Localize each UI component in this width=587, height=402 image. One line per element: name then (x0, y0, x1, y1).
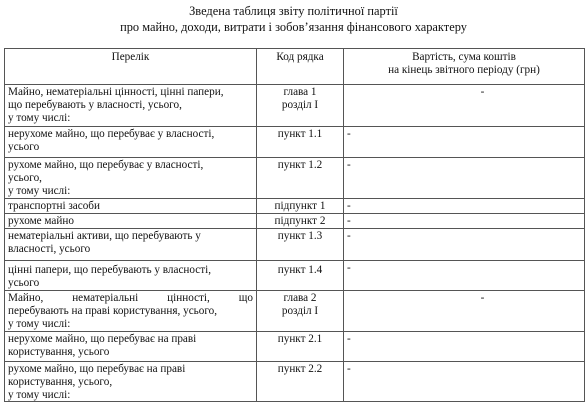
table-row (5, 361, 585, 402)
row-name-line: нерухоме майно, що перебуває у власності, (8, 128, 215, 140)
column-header-name: Перелік (5, 49, 257, 85)
row-code-line: глава 2 (283, 291, 317, 304)
table-row (5, 158, 585, 199)
column-header-value-line-1: Вартість, сума коштів (412, 51, 516, 63)
row-code-cell (257, 85, 344, 127)
row-code-line: підпункт 2 (274, 214, 326, 227)
table-row (5, 127, 585, 158)
table-row (5, 213, 585, 228)
table-header-row (5, 49, 585, 85)
row-name-word: що (238, 291, 253, 304)
row-code-cell (257, 228, 344, 260)
table-row (5, 290, 585, 331)
row-value-cell: - (344, 127, 585, 158)
row-value-cell: - (344, 213, 585, 228)
row-code-cell (257, 198, 344, 213)
row-value-cell: - (344, 85, 585, 127)
row-name-line: у тому числі: (8, 184, 71, 197)
row-name-cell (5, 198, 257, 213)
row-name-line: рухоме майно (8, 214, 74, 227)
row-name-cell (5, 213, 257, 228)
row-name-line: усього (8, 140, 40, 153)
title-line-1: Зведена таблиця звіту політичної партії (189, 4, 398, 18)
row-value-cell: - (344, 361, 585, 402)
row-name-cell (5, 158, 257, 199)
row-code-cell (257, 361, 344, 402)
row-name-line: перебувають на праві користування, усього, (8, 304, 218, 317)
row-name-word: Майно, (8, 291, 44, 304)
row-code-cell (257, 331, 344, 361)
row-name-cell (5, 85, 257, 127)
table-row (5, 331, 585, 361)
row-code-cell (257, 290, 344, 331)
row-name-line: усього, (8, 171, 42, 184)
row-code-line: розділ I (281, 98, 319, 111)
title-line-2: про майно, доходи, витрати і зобов’язання фінансового характеру (120, 20, 467, 34)
row-name-line: у тому числі: (8, 317, 71, 330)
row-name-line: власності, усього (8, 242, 91, 255)
row-code-line: підпункт 1 (274, 199, 326, 212)
row-name-line: рухоме майно, що перебуває на праві (8, 362, 186, 375)
row-name-line: цінні папери, що перебувають у власності, (8, 263, 212, 276)
row-code-line: пункт 2.1 (277, 332, 323, 345)
row-name-line: користування, усього, (8, 375, 113, 388)
row-name-line-justified (8, 292, 253, 305)
row-code-line: глава 1 (283, 86, 317, 98)
row-name-cell (5, 228, 257, 260)
row-value-cell: - (344, 290, 585, 331)
column-header-value-line-2: на кінець звітного періоду (грн) (388, 63, 540, 76)
table-row (5, 85, 585, 127)
row-name-cell (5, 260, 257, 290)
row-value-cell: - (344, 228, 585, 260)
row-name-line: нерухоме майно, що перебуває на праві (8, 332, 197, 345)
row-code-line: пункт 1.4 (277, 263, 323, 276)
row-name-cell (5, 290, 257, 331)
row-code-line: пункт 1.1 (277, 128, 323, 140)
column-header-value (344, 49, 585, 85)
table-row (5, 260, 585, 290)
row-code-cell (257, 260, 344, 290)
row-code-cell (257, 127, 344, 158)
row-name-cell (5, 331, 257, 361)
row-value-cell: - (344, 331, 585, 361)
table-row (5, 198, 585, 213)
row-name-line: транспортні засоби (8, 199, 100, 212)
row-name-word: цінності, (167, 291, 210, 304)
table-row (5, 228, 585, 260)
row-name-word: нематеріальні (72, 291, 139, 304)
row-code-line: пункт 1.3 (277, 229, 323, 242)
row-code-cell (257, 158, 344, 199)
row-value-cell: - (344, 260, 585, 290)
row-code-cell (257, 213, 344, 228)
row-name-line: Майно, нематеріальні цінності, цінні папери, (8, 86, 224, 98)
row-name-cell (5, 361, 257, 402)
row-value-cell: - (344, 158, 585, 199)
row-name-cell (5, 127, 257, 158)
row-value-cell: - (344, 198, 585, 213)
row-name-line: рухоме майно, що перебуває у власності, (8, 159, 204, 171)
row-name-line: усього (8, 276, 40, 289)
row-name-line: що перебувають у власності, усього, (8, 98, 182, 111)
row-name-line: користування, усього (8, 345, 110, 358)
row-name-line: у тому числі: (8, 388, 71, 401)
row-code-line: пункт 2.2 (277, 362, 323, 375)
row-code-line: пункт 1.2 (277, 159, 323, 171)
row-name-line: у тому числі: (8, 111, 71, 124)
column-header-code: Код рядка (257, 49, 344, 85)
page-title (0, 3, 587, 35)
row-code-line: розділ I (281, 304, 319, 317)
row-name-line: нематеріальні активи, що перебувають у (8, 229, 201, 242)
report-table (4, 48, 585, 402)
